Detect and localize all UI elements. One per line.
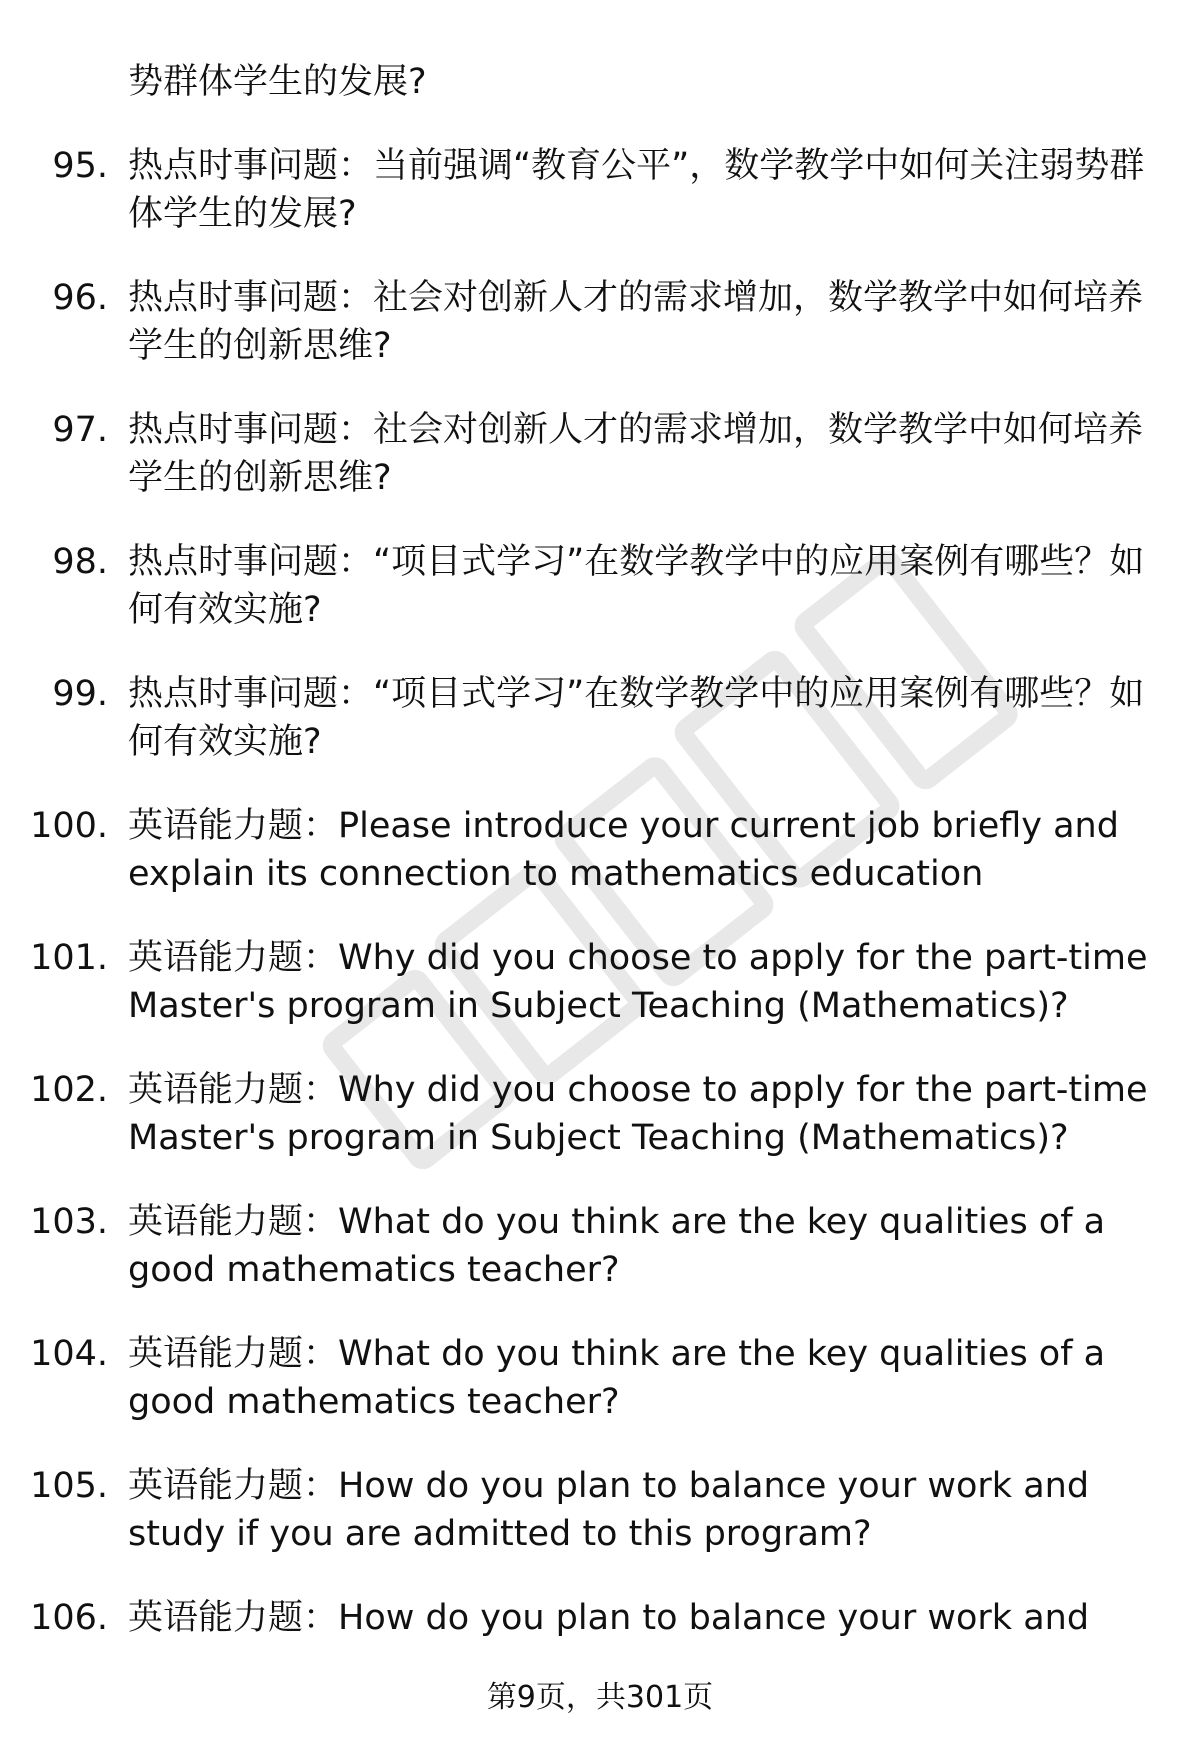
- item-number: 98.: [52, 542, 108, 582]
- item-number: 95.: [52, 146, 108, 186]
- item-number: 101.: [30, 938, 108, 978]
- list-item: [0, 406, 1200, 502]
- list-item: [0, 802, 1200, 898]
- item-text: 英语能力题：What do you think are the key qualities of a good mathematics teacher?: [128, 1334, 1106, 1422]
- list-item: [0, 1594, 1200, 1642]
- item-text: 英语能力题：Please introduce your current job briefly and explain its connection to mathematics education: [128, 806, 1119, 894]
- item-number: 104.: [30, 1334, 108, 1374]
- page-footer: 第9页，共301页: [486, 1680, 714, 1715]
- item-text: 热点时事问题：“项目式学习”在数学教学中的应用案例有哪些？如何有效实施?: [128, 674, 1145, 762]
- list-item: [0, 670, 1200, 766]
- list-item: [0, 142, 1200, 238]
- item-text: 热点时事问题：当前强调“教育公平”，数学教学中如何关注弱势群体学生的发展?: [128, 146, 1145, 234]
- item-number: 100.: [30, 806, 108, 846]
- item-text: 势群体学生的发展?: [128, 62, 427, 102]
- item-text: 热点时事问题：“项目式学习”在数学教学中的应用案例有哪些？如何有效实施?: [128, 542, 1145, 630]
- list-item: [0, 1462, 1200, 1558]
- list-item: [0, 274, 1200, 370]
- item-text: 英语能力题：Why did you choose to apply for the part-time Master's program in Subject Teaching (Mathematics)?: [128, 1070, 1148, 1158]
- item-text: 热点时事问题：社会对创新人才的需求增加，数学教学中如何培养学生的创新思维?: [128, 410, 1144, 498]
- list-item: [0, 934, 1200, 1030]
- item-text: 英语能力题：How do you plan to balance your work and study if you are admitted to this program?: [128, 1466, 1090, 1554]
- question-list: [0, 58, 1200, 1678]
- item-text: 英语能力题：How do you plan to balance your work and: [128, 1598, 1090, 1638]
- item-number: 97.: [52, 410, 108, 450]
- list-item: [0, 1198, 1200, 1294]
- item-text: 热点时事问题：社会对创新人才的需求增加，数学教学中如何培养学生的创新思维?: [128, 278, 1144, 366]
- item-text: 英语能力题：What do you think are the key qualities of a good mathematics teacher?: [128, 1202, 1106, 1290]
- list-item: [0, 1330, 1200, 1426]
- list-item: [0, 1066, 1200, 1162]
- list-item: [0, 58, 1200, 106]
- item-number: 105.: [30, 1466, 108, 1506]
- item-text: 英语能力题：Why did you choose to apply for the part-time Master's program in Subject Teaching (Mathematics)?: [128, 938, 1148, 1026]
- item-number: 103.: [30, 1202, 108, 1242]
- item-number: 96.: [52, 278, 108, 318]
- item-number: 102.: [30, 1070, 108, 1110]
- item-number: 99.: [52, 674, 108, 714]
- list-item: [0, 538, 1200, 634]
- item-number: 106.: [30, 1598, 108, 1638]
